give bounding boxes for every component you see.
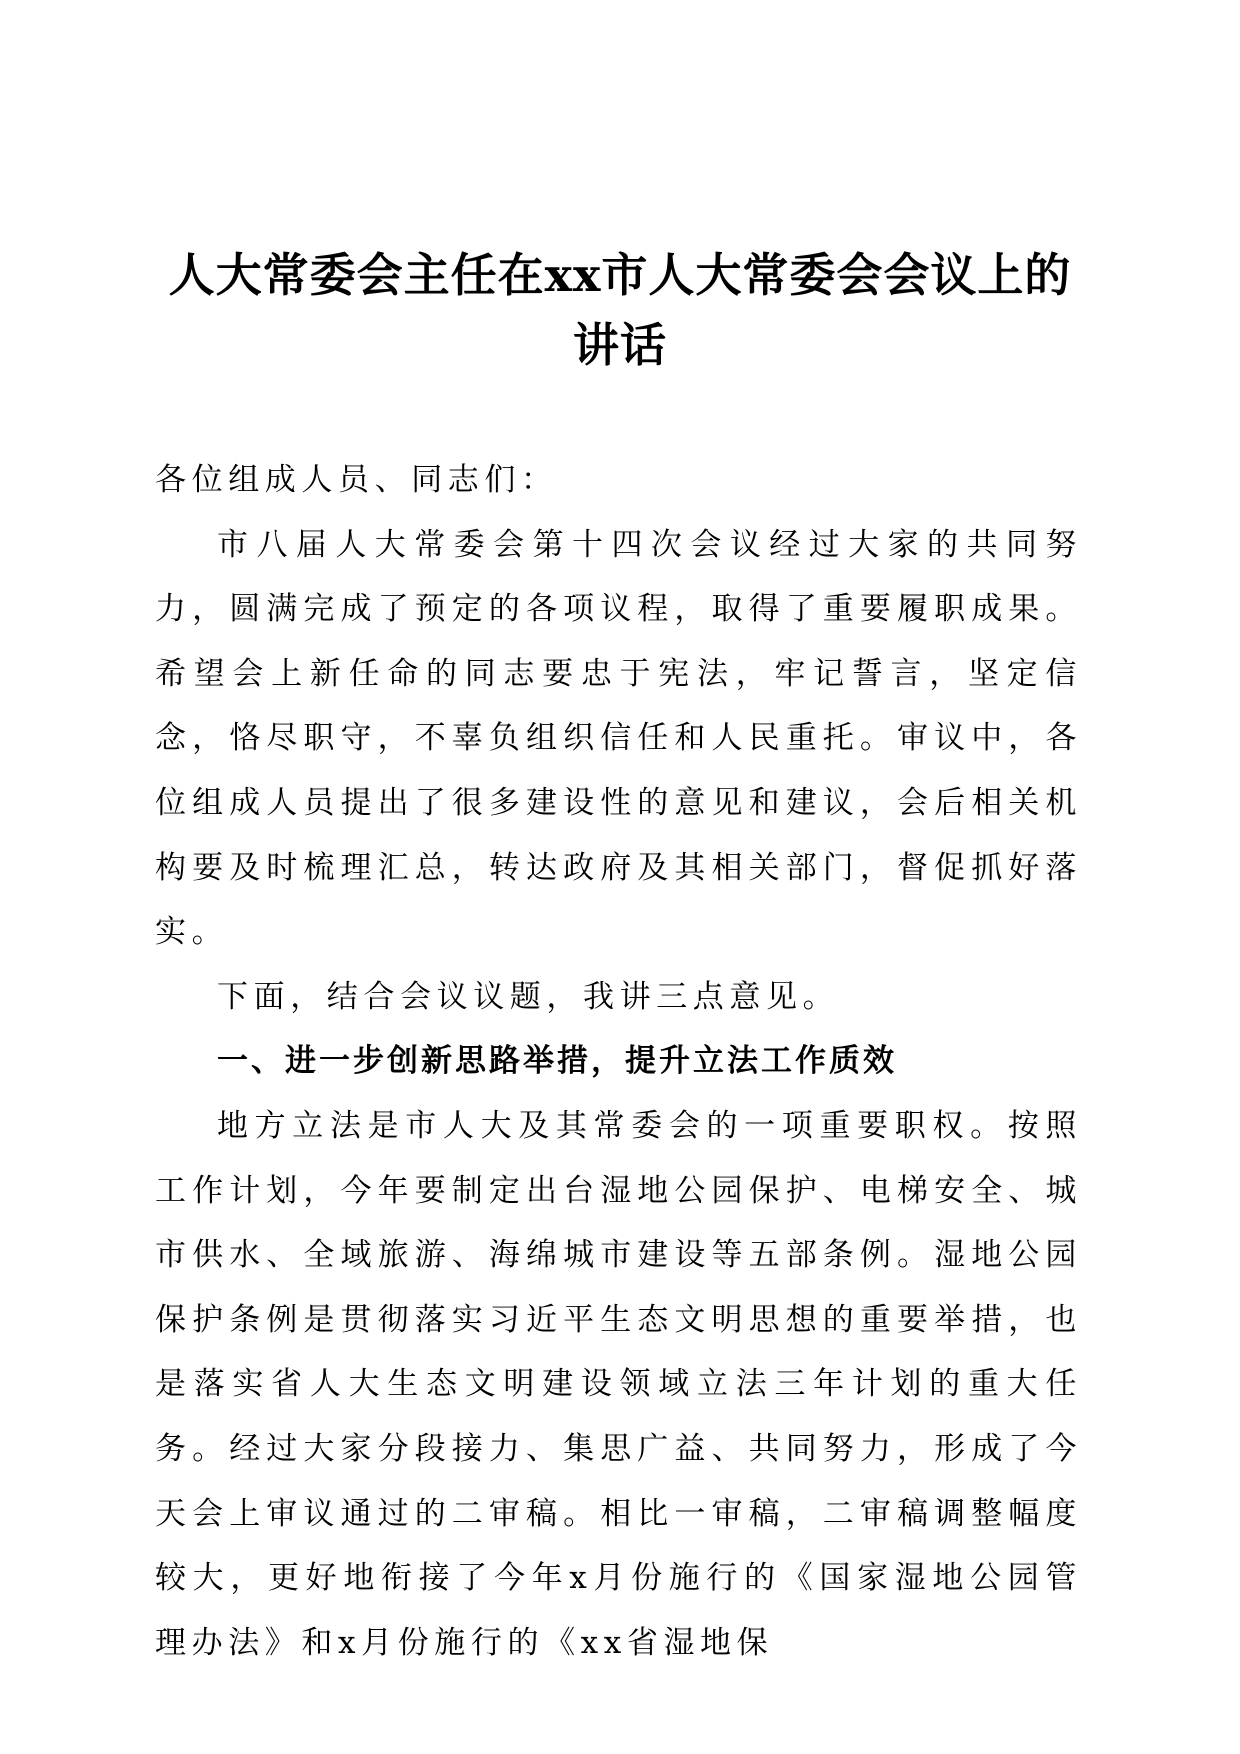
paragraph-intro: 下面，结合会议议题，我讲三点意见。 [217, 978, 840, 1015]
paragraph-section-1: 地方立法是市人大及其常委会的一项重要职权。按照工作计划，今年要制定出台湿地公园保护、电梯安全、城市供水、全域旅游、海绵城市建设等五部条例。湿地公园保护条例是贯彻落实习近平生态文明思想的重要举措，也是落实省人大生态文明建设领域立法三年计划的重大任务。经过大家分段接力、集思广益、共同努力，形成了今天会上审议通过的二审稿。相比一审稿，二审稿调整幅度较大，更好地衔接了今年x月份施行的《国家湿地公园管理办法》和x月份施行的《xx省湿地保 [155, 1107, 1082, 1661]
section-heading-1: 一、进一步创新思路举措，提升立法工作质效 [217, 1043, 897, 1080]
salutation: 各位组成人员、同志们： [155, 462, 558, 498]
paragraph-opening: 市八届人大常委会第十四次会议经过大家的共同努力，圆满完成了预定的各项议程，取得了重要履职成果。希望会上新任命的同志要忠于宪法，牢记誓言，坚定信念，恪尽职守，不辜负组织信任和人民重托。审议中，各位组成人员提出了很多建设性的意见和建议，会后相关机构要及时梳理汇总，转达政府及其相关部门，督促抓好落实。 [155, 526, 1082, 951]
document-body [155, 448, 1082, 1675]
title-line-1: 人大常委会主任在xx市人大常委会会议上的 [168, 248, 1072, 302]
title-line-2: 讲话 [573, 318, 667, 372]
document-title [140, 240, 1100, 380]
